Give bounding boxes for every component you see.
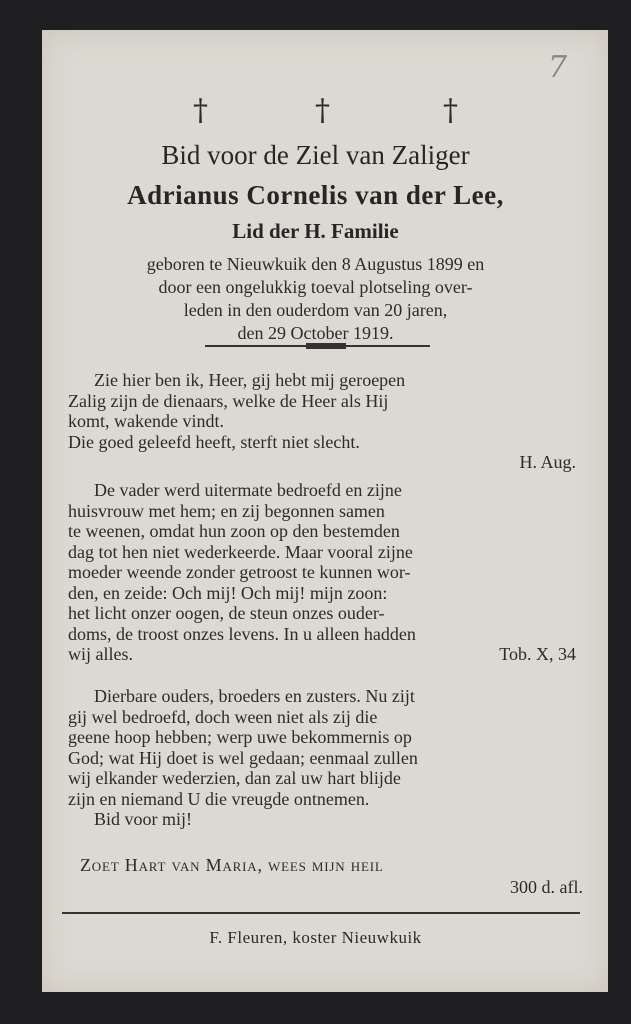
- bottom-rule: [62, 912, 580, 914]
- crosses: [0, 93, 631, 136]
- prayer-2: De vader werd uitermate bedroefd en zijne huisvrouw met hem; en zij begonnen samen te weenen, omdat hun zoon op den bestemden dag tot hen niet wederkeerde. Maar vooral zijne moeder weende zonder getroost te kunnen wor- den, en zeide: Och mij! Och mij! mijn zoon: het licht onzer oogen, de steun onzes ouder- doms, de troost onzes levens. In u alleen hadden wij alles. Tob. X, 34: [68, 480, 576, 664]
- cross-icon: †: [193, 93, 208, 128]
- deceased-name: Adrianus Cornelis van der Lee,: [127, 180, 504, 210]
- prayer-1: Zie hier ben ik, Heer, gij hebt mij geroepen Zalig zijn de dienaars, welke de Heer als Hij komt, wakende vindt. Die goed geleefd heeft, sterft niet slecht. H. Aug.: [68, 370, 576, 472]
- printer: F. Fleuren, koster Nieuwkuik: [209, 928, 422, 947]
- indulgence: 300 d. afl.: [510, 877, 583, 897]
- membership: Lid der H. Familie: [232, 219, 399, 243]
- prayer-3-close: Bid voor mij!: [94, 809, 192, 829]
- heading: Bid voor de Ziel van Zaliger: [161, 140, 470, 170]
- handwritten-number: 7: [548, 50, 568, 85]
- cross-icon: †: [315, 93, 330, 128]
- divider-ornament: [306, 343, 346, 349]
- prayer-1-source: H. Aug.: [519, 452, 576, 472]
- prayer-2-source: Tob. X, 34: [499, 644, 576, 664]
- motto: Zoet Hart van Maria, wees mijn heil: [80, 855, 384, 875]
- birth-death-info: geboren te Nieuwkuik den 8 Augustus 1899 en door een ongelukkig toeval plotseling over- leden in den ouderdom van 20 jaren, den 29 October 1919.: [146, 254, 485, 343]
- prayer-3: Dierbare ouders, broeders en zusters. Nu zijt gij wel bedroefd, doch ween niet als zij die geene hoop hebben; werp uwe bekommernis op God; wat Hij doet is wel gedaan; eenmaal zullen wij elkander wederzien, dan zal uw hart blijde zijn en niemand U die vreugde ontnemen. Bid voor mij!: [68, 686, 576, 830]
- cross-icon: †: [443, 93, 458, 128]
